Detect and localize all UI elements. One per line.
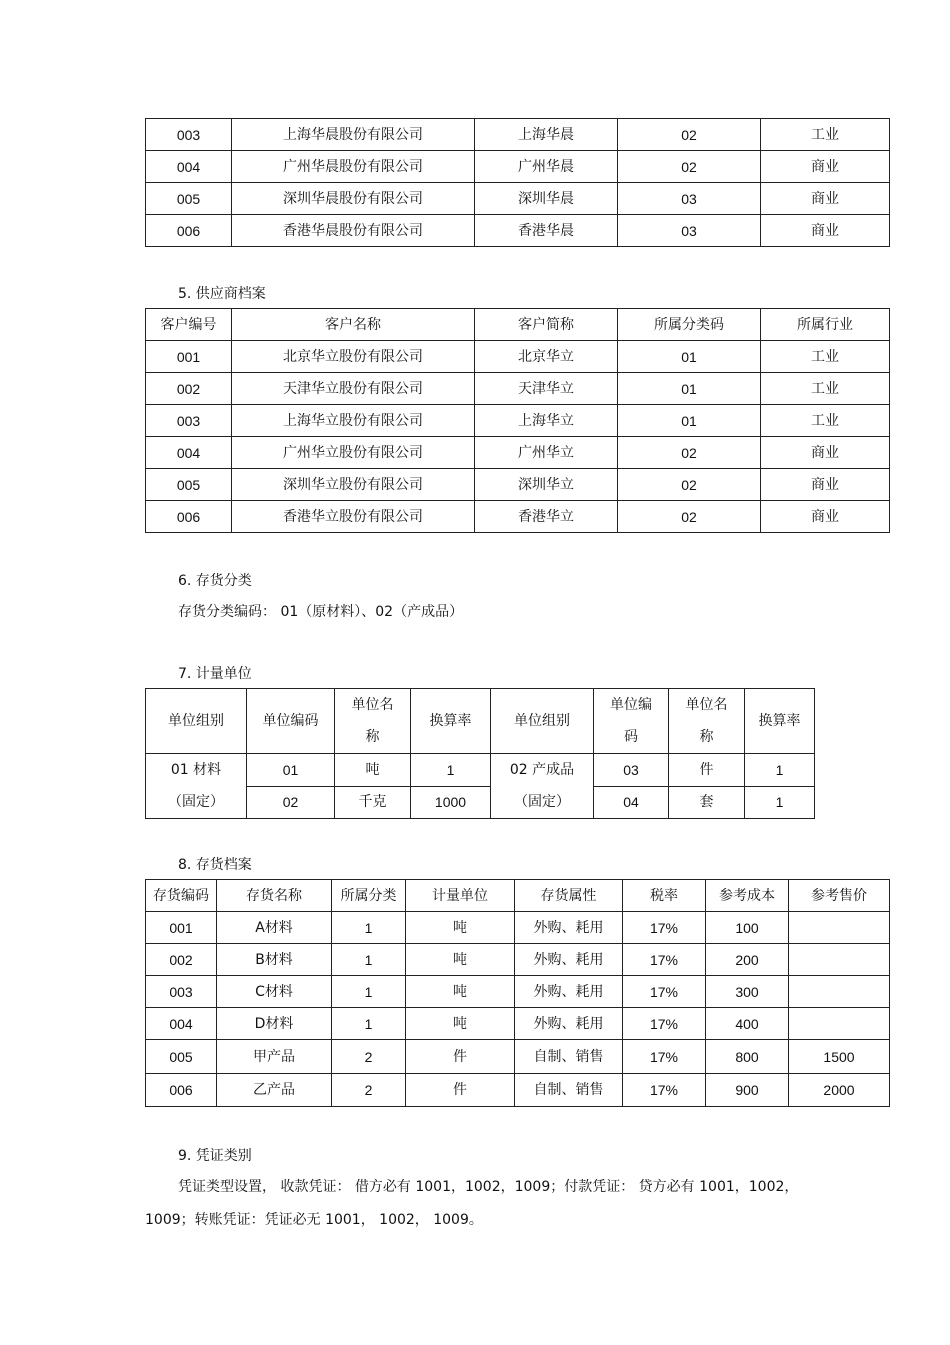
customer-name: 深圳华晨股份有限公司 <box>232 183 475 215</box>
supplier-code: 003 <box>146 405 232 437</box>
supplier-short-name: 深圳华立 <box>475 469 618 501</box>
unit-rate: 1000 <box>411 786 491 819</box>
supplier-category-code: 02 <box>618 469 761 501</box>
voucher-text-line-1: 凭证类型设置， 收款凭证： 借方必有 1001，1002，1009；付款凭证： 贷方必有 1001，1002， <box>178 1179 799 1195</box>
table-row <box>146 1074 890 1107</box>
table-row <box>146 1040 890 1074</box>
inventory-code: 003 <box>146 976 217 1008</box>
supplier-name: 广州华立股份有限公司 <box>232 437 475 469</box>
inventory-class: 1 <box>332 976 406 1008</box>
supplier-category-code: 01 <box>618 341 761 373</box>
inventory-name: C材料 <box>217 976 332 1008</box>
table-row <box>146 341 890 373</box>
customer-short-name: 广州华晨 <box>475 151 618 183</box>
column-header: 客户编号 <box>146 309 232 341</box>
customer-table <box>145 118 890 247</box>
unit-name: 件 <box>669 754 745 787</box>
customer-short-name: 上海华晨 <box>475 119 618 151</box>
column-header: 客户简称 <box>475 309 618 341</box>
supplier-industry: 工业 <box>761 405 890 437</box>
inventory-attribute: 外购、耗用 <box>515 976 623 1008</box>
supplier-short-name: 天津华立 <box>475 373 618 405</box>
group-line: 02 产成品 <box>509 762 575 778</box>
table-row <box>146 119 890 151</box>
table-header-row <box>146 880 890 912</box>
supplier-category-code: 02 <box>618 437 761 469</box>
header-line: 称 <box>699 729 714 745</box>
supplier-industry: 工业 <box>761 373 890 405</box>
inventory-tax-rate: 17% <box>623 1074 706 1107</box>
inventory-class: 1 <box>332 912 406 944</box>
unit-rate: 1 <box>411 754 491 787</box>
column-header: 单位组别 <box>146 689 247 754</box>
table-row <box>146 437 890 469</box>
customer-code: 006 <box>146 215 232 247</box>
inventory-attribute: 外购、耗用 <box>515 1008 623 1040</box>
table-row <box>146 912 890 944</box>
inventory-table <box>145 879 890 1107</box>
customer-short-name: 香港华晨 <box>475 215 618 247</box>
supplier-code: 002 <box>146 373 232 405</box>
inventory-code: 005 <box>146 1040 217 1074</box>
column-header: 所属分类 <box>332 880 406 912</box>
customer-industry: 商业 <box>761 215 890 247</box>
inventory-heading: 8. 存货档案 <box>178 857 252 873</box>
supplier-code: 006 <box>146 501 232 533</box>
inventory-tax-rate: 17% <box>623 912 706 944</box>
supplier-category-code: 01 <box>618 373 761 405</box>
column-header: 单位组别 <box>491 689 594 754</box>
units-heading: 7. 计量单位 <box>178 666 252 682</box>
table-row <box>146 501 890 533</box>
supplier-industry: 商业 <box>761 437 890 469</box>
column-header: 参考售价 <box>789 880 890 912</box>
supplier-short-name: 广州华立 <box>475 437 618 469</box>
group-line: 01 材料 <box>170 762 222 778</box>
customer-category-code: 02 <box>618 119 761 151</box>
inventory-class: 2 <box>332 1040 406 1074</box>
inventory-unit: 件 <box>406 1040 515 1074</box>
table-row <box>146 151 890 183</box>
supplier-heading: 5. 供应商档案 <box>178 286 266 302</box>
column-header: 存货属性 <box>515 880 623 912</box>
inventory-ref-price <box>789 912 890 944</box>
column-header <box>669 689 745 754</box>
column-header: 参考成本 <box>706 880 789 912</box>
header-line: 单位名 <box>351 697 394 713</box>
inventory-unit: 吨 <box>406 912 515 944</box>
table-row <box>146 373 890 405</box>
supplier-name: 香港华立股份有限公司 <box>232 501 475 533</box>
group-line: （固定） <box>168 794 224 810</box>
inventory-ref-cost: 400 <box>706 1008 789 1040</box>
inventory-class: 1 <box>332 1008 406 1040</box>
supplier-industry: 商业 <box>761 501 890 533</box>
inventory-attribute: 自制、销售 <box>515 1074 623 1107</box>
inventory-class-heading: 6. 存货分类 <box>178 573 252 589</box>
inventory-name: 甲产品 <box>217 1040 332 1074</box>
customer-code: 005 <box>146 183 232 215</box>
inventory-code: 006 <box>146 1074 217 1107</box>
customer-industry: 商业 <box>761 183 890 215</box>
inventory-tax-rate: 17% <box>623 976 706 1008</box>
supplier-code: 004 <box>146 437 232 469</box>
inventory-unit: 件 <box>406 1074 515 1107</box>
customer-industry: 工业 <box>761 119 890 151</box>
inventory-ref-cost: 100 <box>706 912 789 944</box>
inventory-class: 2 <box>332 1074 406 1107</box>
inventory-tax-rate: 17% <box>623 1040 706 1074</box>
inventory-attribute: 自制、销售 <box>515 1040 623 1074</box>
table-row <box>146 786 815 819</box>
table-row <box>146 183 890 215</box>
customer-category-code: 03 <box>618 183 761 215</box>
column-header: 所属分类码 <box>618 309 761 341</box>
inventory-name: A材料 <box>217 912 332 944</box>
column-header: 所属行业 <box>761 309 890 341</box>
column-header <box>335 689 411 754</box>
column-header: 客户名称 <box>232 309 475 341</box>
inventory-ref-price <box>789 944 890 976</box>
supplier-industry: 商业 <box>761 469 890 501</box>
inventory-code: 002 <box>146 944 217 976</box>
column-header: 存货编码 <box>146 880 217 912</box>
inventory-name: 乙产品 <box>217 1074 332 1107</box>
supplier-short-name: 上海华立 <box>475 405 618 437</box>
header-line: 称 <box>365 729 380 745</box>
table-row <box>146 215 890 247</box>
unit-code: 04 <box>594 786 669 819</box>
inventory-ref-cost: 800 <box>706 1040 789 1074</box>
customer-name: 香港华晨股份有限公司 <box>232 215 475 247</box>
supplier-code: 001 <box>146 341 232 373</box>
table-header-row <box>146 689 815 754</box>
column-header: 换算率 <box>411 689 491 754</box>
customer-name: 上海华晨股份有限公司 <box>232 119 475 151</box>
inventory-ref-cost: 900 <box>706 1074 789 1107</box>
customer-short-name: 深圳华晨 <box>475 183 618 215</box>
column-header: 税率 <box>623 880 706 912</box>
table-row <box>146 405 890 437</box>
supplier-industry: 工业 <box>761 341 890 373</box>
column-header: 单位编码 <box>247 689 335 754</box>
units-table <box>145 688 815 819</box>
inventory-ref-price: 1500 <box>789 1040 890 1074</box>
supplier-category-code: 01 <box>618 405 761 437</box>
supplier-short-name: 北京华立 <box>475 341 618 373</box>
voucher-heading: 9. 凭证类别 <box>178 1148 252 1164</box>
inventory-ref-cost: 300 <box>706 976 789 1008</box>
column-header: 换算率 <box>745 689 815 754</box>
inventory-tax-rate: 17% <box>623 944 706 976</box>
inventory-ref-price <box>789 1008 890 1040</box>
supplier-table <box>145 308 890 533</box>
customer-name: 广州华晨股份有限公司 <box>232 151 475 183</box>
customer-category-code: 02 <box>618 151 761 183</box>
inventory-class: 1 <box>332 944 406 976</box>
customer-code: 004 <box>146 151 232 183</box>
voucher-text-line-2: 1009；转账凭证：凭证必无 1001， 1002， 1009。 <box>145 1212 483 1228</box>
inventory-unit: 吨 <box>406 976 515 1008</box>
supplier-name: 天津华立股份有限公司 <box>232 373 475 405</box>
table-row <box>146 754 815 787</box>
table-header-row <box>146 309 890 341</box>
column-header: 存货名称 <box>217 880 332 912</box>
inventory-code: 001 <box>146 912 217 944</box>
group-line: （固定） <box>514 794 570 810</box>
supplier-name: 上海华立股份有限公司 <box>232 405 475 437</box>
inventory-name: D材料 <box>217 1008 332 1040</box>
customer-category-code: 03 <box>618 215 761 247</box>
inventory-code: 004 <box>146 1008 217 1040</box>
supplier-name: 深圳华立股份有限公司 <box>232 469 475 501</box>
unit-group-1 <box>146 754 247 819</box>
inventory-unit: 吨 <box>406 1008 515 1040</box>
inventory-attribute: 外购、耗用 <box>515 912 623 944</box>
inventory-ref-cost: 200 <box>706 944 789 976</box>
inventory-class-text: 存货分类编码： 01（原材料）、02（产成品） <box>178 604 464 620</box>
table-row <box>146 944 890 976</box>
inventory-tax-rate: 17% <box>623 1008 706 1040</box>
table-row <box>146 469 890 501</box>
unit-code: 03 <box>594 754 669 787</box>
unit-code: 01 <box>247 754 335 787</box>
unit-rate: 1 <box>745 786 815 819</box>
column-header <box>594 689 669 754</box>
inventory-attribute: 外购、耗用 <box>515 944 623 976</box>
customer-code: 003 <box>146 119 232 151</box>
supplier-category-code: 02 <box>618 501 761 533</box>
customer-industry: 商业 <box>761 151 890 183</box>
inventory-ref-price <box>789 976 890 1008</box>
header-line: 单位编 <box>610 697 652 713</box>
table-row <box>146 1008 890 1040</box>
supplier-short-name: 香港华立 <box>475 501 618 533</box>
unit-rate: 1 <box>745 754 815 787</box>
unit-name: 吨 <box>335 754 411 787</box>
supplier-name: 北京华立股份有限公司 <box>232 341 475 373</box>
column-header: 计量单位 <box>406 880 515 912</box>
header-line: 码 <box>624 729 638 745</box>
supplier-code: 005 <box>146 469 232 501</box>
inventory-unit: 吨 <box>406 944 515 976</box>
unit-name: 套 <box>669 786 745 819</box>
inventory-ref-price: 2000 <box>789 1074 890 1107</box>
unit-group-2 <box>491 754 594 819</box>
header-line: 单位名 <box>685 697 728 713</box>
unit-name: 千克 <box>335 786 411 819</box>
unit-code: 02 <box>247 786 335 819</box>
table-row <box>146 976 890 1008</box>
inventory-name: B材料 <box>217 944 332 976</box>
